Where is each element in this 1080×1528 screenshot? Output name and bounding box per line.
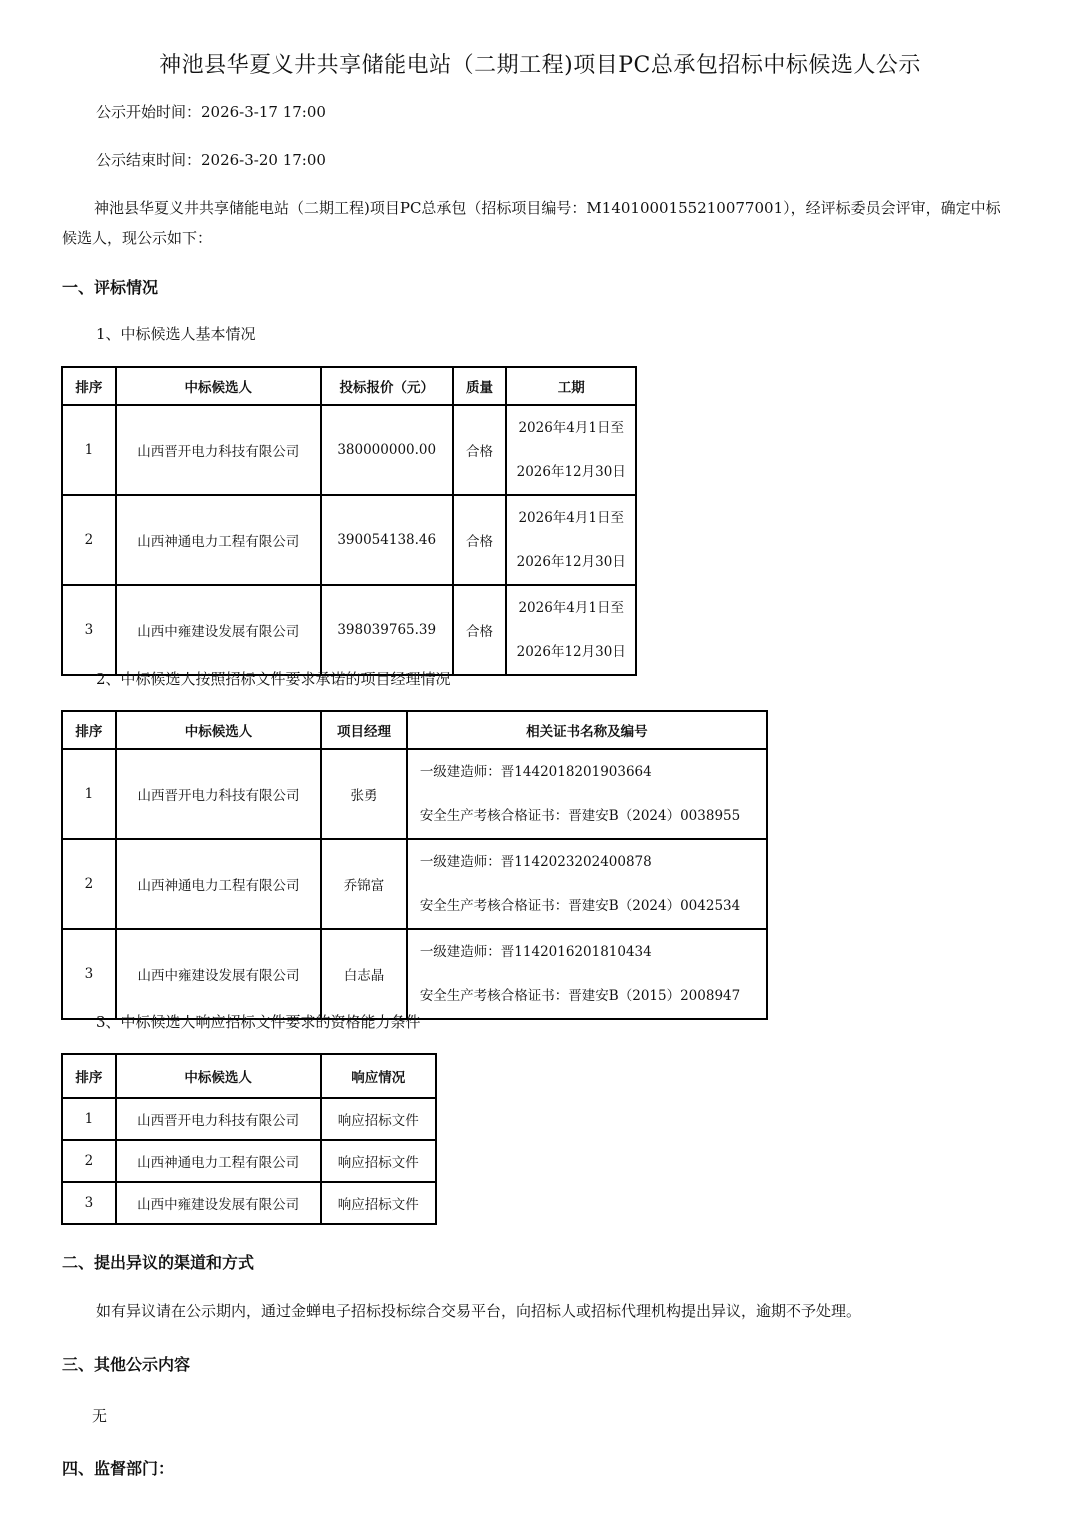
section1-heading: 一、评标情况: [62, 278, 159, 297]
certificate-cell: [407, 929, 767, 1019]
rank-cell: 3: [62, 929, 116, 1019]
table-header-row: [62, 367, 636, 405]
candidate-cell: 山西晋开电力科技有限公司: [116, 749, 321, 839]
quality-cell: 合格: [453, 405, 507, 495]
table-header: 投标报价（元）: [321, 367, 453, 405]
table-header: 项目经理: [321, 711, 407, 749]
builder-cert: 一级建造师：晋1442018201903664: [419, 764, 652, 780]
price-cell: 398039765.39: [321, 585, 453, 675]
sub1-heading: 1、中标候选人基本情况: [96, 325, 256, 343]
sub2-heading: 2、中标候选人按照招标文件要求承诺的项目经理情况: [96, 670, 451, 688]
table-row: [62, 1182, 436, 1224]
table-row: [62, 1098, 436, 1140]
response-cell: 响应招标文件: [321, 1182, 436, 1224]
candidate-cell: 山西神通电力工程有限公司: [116, 1140, 321, 1182]
quality-cell: 合格: [453, 495, 507, 585]
rank-cell: 1: [62, 405, 116, 495]
certificate-cell: [407, 749, 767, 839]
section2-text: 如有异议请在公示期内，通过金蝉电子招标投标综合交易平台，向招标人或招标代理机构提出异议，逾期不予处理。: [96, 1302, 862, 1320]
certificate-cell: [407, 839, 767, 929]
manager-cell: 张勇: [321, 749, 407, 839]
table-row: [62, 749, 767, 839]
qualification-table: [61, 1053, 437, 1225]
builder-cert: 一级建造师：晋1142023202400878: [419, 854, 652, 870]
table-header: 相关证书名称及编号: [407, 711, 767, 749]
table-row: [62, 405, 636, 495]
section3-text: 无: [92, 1407, 108, 1425]
table-row: [62, 839, 767, 929]
rank-cell: 1: [62, 749, 116, 839]
section3-heading: 三、其他公示内容: [62, 1355, 191, 1374]
candidate-cell: 山西神通电力工程有限公司: [116, 495, 321, 585]
duration-start: 2026年4月1日至: [518, 600, 624, 616]
table-row: [62, 1140, 436, 1182]
duration-end: 2026年12月30日: [516, 464, 626, 480]
table-header: 排序: [62, 367, 116, 405]
candidate-cell: 山西中雍建设发展有限公司: [116, 1182, 321, 1224]
page-title: 神池县华夏义井共享储能电站（二期工程)项目PC总承包招标中标候选人公示: [159, 53, 921, 78]
manager-cell: 乔锦富: [321, 839, 407, 929]
duration-start: 2026年4月1日至: [518, 510, 624, 526]
manager-cell: 白志晶: [321, 929, 407, 1019]
intro-paragraph: 神池县华夏义井共享储能电站（二期工程)项目PC总承包（招标项目编号：M1401000155210077001），经评标委员会评审，确定中标候选人，现公示如下：: [62, 199, 1001, 247]
rank-cell: 3: [62, 585, 116, 675]
rank-cell: 1: [62, 1098, 116, 1140]
table-header: 排序: [62, 1054, 116, 1098]
duration-cell: [506, 405, 636, 495]
candidate-cell: 山西神通电力工程有限公司: [116, 839, 321, 929]
table-header-row: [62, 1054, 436, 1098]
project-manager-table: [61, 710, 768, 1020]
rank-cell: 2: [62, 839, 116, 929]
duration-start: 2026年4月1日至: [518, 420, 624, 436]
quality-cell: 合格: [453, 585, 507, 675]
section2-heading: 二、提出异议的渠道和方式: [62, 1253, 255, 1272]
price-cell: 390054138.46: [321, 495, 453, 585]
duration-end: 2026年12月30日: [516, 554, 626, 570]
table-header: 中标候选人: [116, 711, 321, 749]
response-cell: 响应招标文件: [321, 1140, 436, 1182]
rank-cell: 2: [62, 1140, 116, 1182]
rank-cell: 2: [62, 495, 116, 585]
price-cell: 380000000.00: [321, 405, 453, 495]
candidate-basic-table: [61, 366, 637, 676]
sub3-heading: 3、中标候选人响应招标文件要求的资格能力条件: [96, 1013, 421, 1031]
builder-cert: 一级建造师：晋1142016201810434: [419, 944, 652, 960]
table-header: 中标候选人: [116, 1054, 321, 1098]
duration-end: 2026年12月30日: [516, 644, 626, 660]
table-header: 工期: [506, 367, 636, 405]
candidate-cell: 山西晋开电力科技有限公司: [116, 1098, 321, 1140]
end-time: 公示结束时间：2026-3-20 17:00: [96, 151, 326, 169]
table-row: [62, 585, 636, 675]
safety-cert: 安全生产考核合格证书：晋建安B（2015）2008947: [419, 988, 741, 1004]
table-header: 响应情况: [321, 1054, 436, 1098]
rank-cell: 3: [62, 1182, 116, 1224]
safety-cert: 安全生产考核合格证书：晋建安B（2024）0038955: [419, 808, 741, 824]
duration-cell: [506, 585, 636, 675]
table-header: 中标候选人: [116, 367, 321, 405]
table-row: [62, 929, 767, 1019]
table-header: 排序: [62, 711, 116, 749]
start-time: 公示开始时间：2026-3-17 17:00: [96, 103, 326, 121]
table-row: [62, 495, 636, 585]
safety-cert: 安全生产考核合格证书：晋建安B（2024）0042534: [419, 898, 741, 914]
response-cell: 响应招标文件: [321, 1098, 436, 1140]
candidate-cell: 山西中雍建设发展有限公司: [116, 929, 321, 1019]
duration-cell: [506, 495, 636, 585]
candidate-cell: 山西晋开电力科技有限公司: [116, 405, 321, 495]
table-header: 质量: [453, 367, 507, 405]
table-header-row: [62, 711, 767, 749]
candidate-cell: 山西中雍建设发展有限公司: [116, 585, 321, 675]
section4-heading: 四、监督部门：: [62, 1459, 175, 1478]
